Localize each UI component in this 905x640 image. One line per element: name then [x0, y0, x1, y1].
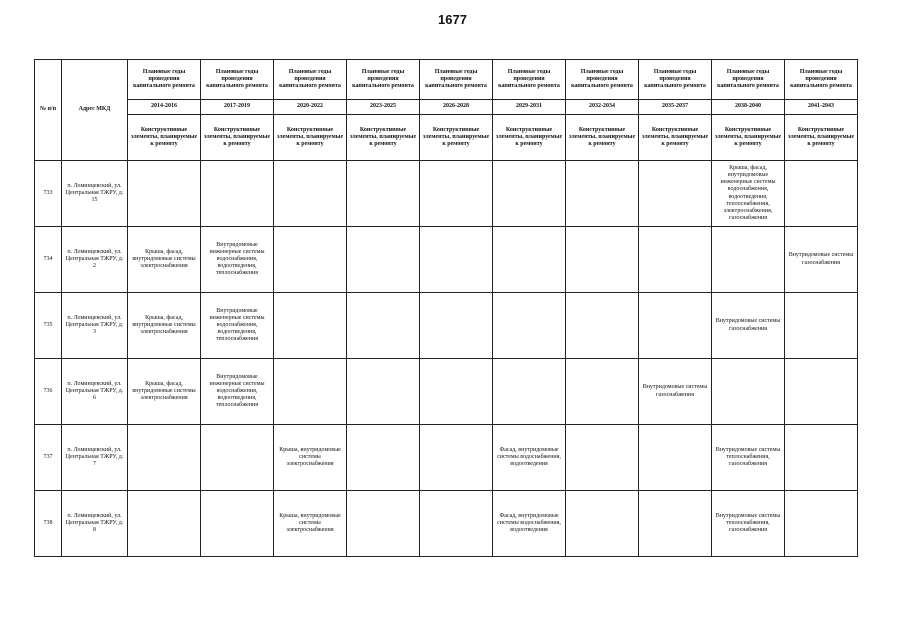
period-subtitle: Конструктивные элементы, планируемые к ремонту [347, 115, 420, 161]
period-years: 2029-2031 [493, 100, 566, 115]
row-address: п. Ломинцевский, ул. Центральная ТЖРУ, д. 2 [62, 227, 128, 293]
repair-cell [420, 425, 493, 491]
repair-cell: Внутридомовые системы газоснабжения [639, 359, 712, 425]
period-years: 2020-2022 [274, 100, 347, 115]
repair-cell [347, 161, 420, 227]
repair-cell [274, 161, 347, 227]
repair-cell [347, 425, 420, 491]
repair-cell [128, 491, 201, 557]
repair-cell [128, 425, 201, 491]
repair-cell: Внутридомовые инженерные системы водоснабжения, водоотведения, теплоснабжения [201, 359, 274, 425]
table-row [35, 293, 858, 359]
repair-cell [347, 359, 420, 425]
repair-cell: Внутридомовые системы теплоснабжения, газоснабжения [712, 425, 785, 491]
repair-cell [712, 227, 785, 293]
repair-cell [493, 161, 566, 227]
repair-cell: Внутридомовые системы газоснабжения [785, 227, 858, 293]
repair-cell [128, 161, 201, 227]
repair-cell [785, 359, 858, 425]
repair-cell: Крыша, фасад, внутридомовые системы электроснабжения [128, 359, 201, 425]
repair-cell [347, 293, 420, 359]
repair-cell [493, 293, 566, 359]
row-address: п. Ломинцевский, ул. Центральная ТЖРУ, д. 6 [62, 359, 128, 425]
period-title: Плановые годы проведения капитального ремонта [420, 60, 493, 100]
repair-cell [201, 161, 274, 227]
period-years: 2032-2034 [566, 100, 639, 115]
repair-cell [566, 491, 639, 557]
row-number: 735 [35, 293, 62, 359]
repair-cell [201, 425, 274, 491]
repair-cell [639, 425, 712, 491]
repair-cell [566, 359, 639, 425]
period-subtitle: Конструктивные элементы, планируемые к ремонту [712, 115, 785, 161]
period-title: Плановые годы проведения капитального ремонта [274, 60, 347, 100]
capital-repair-table [34, 59, 858, 557]
period-title: Плановые годы проведения капитального ремонта [347, 60, 420, 100]
period-title: Плановые годы проведения капитального ремонта [493, 60, 566, 100]
repair-cell [274, 293, 347, 359]
repair-cell: Фасад, внутридомовые системы водоснабжения, водоотведения [493, 425, 566, 491]
period-subtitle: Конструктивные элементы, планируемые к ремонту [785, 115, 858, 161]
repair-cell [420, 359, 493, 425]
repair-cell [420, 293, 493, 359]
header-row-title [35, 60, 858, 100]
repair-cell: Крыша, фасад, внутридомовые системы электроснабжения [128, 227, 201, 293]
period-title: Плановые годы проведения капитального ремонта [712, 60, 785, 100]
repair-cell [566, 425, 639, 491]
period-years: 2014-2016 [128, 100, 201, 115]
repair-cell: Внутридомовые системы газоснабжения [712, 293, 785, 359]
repair-cell [274, 227, 347, 293]
period-years: 2023-2025 [347, 100, 420, 115]
row-number: 736 [35, 359, 62, 425]
table-row [35, 425, 858, 491]
repair-cell [201, 491, 274, 557]
period-subtitle: Конструктивные элементы, планируемые к ремонту [128, 115, 201, 161]
repair-cell [712, 359, 785, 425]
period-years: 2017-2019 [201, 100, 274, 115]
repair-cell [566, 293, 639, 359]
period-subtitle: Конструктивные элементы, планируемые к ремонту [639, 115, 712, 161]
period-years: 2041-2043 [785, 100, 858, 115]
header-row-subtitle [35, 115, 858, 161]
repair-cell [347, 491, 420, 557]
row-address: п. Ломинцевский, ул. Центральная ТЖРУ, д. 15 [62, 161, 128, 227]
repair-cell [785, 425, 858, 491]
repair-cell [420, 161, 493, 227]
row-number: 733 [35, 161, 62, 227]
repair-cell [566, 161, 639, 227]
table-row [35, 227, 858, 293]
row-number: 737 [35, 425, 62, 491]
repair-cell [274, 359, 347, 425]
period-years: 2026-2028 [420, 100, 493, 115]
period-title: Плановые годы проведения капитального ремонта [566, 60, 639, 100]
page-number: 1677 [438, 12, 467, 27]
repair-cell [785, 161, 858, 227]
repair-cell: Крыша, фасад, внутридомовые системы электроснабжения [128, 293, 201, 359]
header-row-years [35, 100, 858, 115]
period-title: Плановые годы проведения капитального ремонта [201, 60, 274, 100]
period-years: 2038-2040 [712, 100, 785, 115]
repair-cell [639, 491, 712, 557]
period-title: Плановые годы проведения капитального ремонта [785, 60, 858, 100]
table-row [35, 359, 858, 425]
row-address: п. Ломинцевский, ул. Центральная ТЖРУ, д. 8 [62, 491, 128, 557]
num-header: № п/п [35, 60, 62, 161]
period-subtitle: Конструктивные элементы, планируемые к ремонту [274, 115, 347, 161]
period-title: Плановые годы проведения капитального ремонта [639, 60, 712, 100]
repair-cell: Фасад, внутридомовые системы водоснабжения, водоотведения [493, 491, 566, 557]
repair-cell [639, 227, 712, 293]
row-number: 734 [35, 227, 62, 293]
address-header: Адрес МКД [62, 60, 128, 161]
row-address: п. Ломинцевский, ул. Центральная ТЖРУ, д. 3 [62, 293, 128, 359]
repair-cell: Крыша, фасад, внутридомовые инженерные системы водоснабжения, водоотведения, теплоснабжения, электроснабжения, газоснабжения [712, 161, 785, 227]
repair-cell [347, 227, 420, 293]
repair-cell: Крыша, внутридомовые системы электроснабжения [274, 491, 347, 557]
repair-cell: Крыша, внутридомовые системы электроснабжения [274, 425, 347, 491]
repair-cell [493, 359, 566, 425]
period-title: Плановые годы проведения капитального ремонта [128, 60, 201, 100]
period-subtitle: Конструктивные элементы, планируемые к ремонту [201, 115, 274, 161]
repair-cell: Внутридомовые инженерные системы водоснабжения, водоотведения, теплоснабжения [201, 293, 274, 359]
repair-cell: Внутридомовые инженерные системы водоснабжения, водоотведения, теплоснабжения [201, 227, 274, 293]
repair-cell [639, 293, 712, 359]
repair-cell: Внутридомовые системы теплоснабжения, газоснабжения [712, 491, 785, 557]
repair-cell [566, 227, 639, 293]
period-subtitle: Конструктивные элементы, планируемые к ремонту [420, 115, 493, 161]
repair-cell [493, 227, 566, 293]
repair-cell [420, 491, 493, 557]
row-number: 738 [35, 491, 62, 557]
period-subtitle: Конструктивные элементы, планируемые к ремонту [566, 115, 639, 161]
period-years: 2035-2037 [639, 100, 712, 115]
row-address: п. Ломинцевский, ул. Центральная ТЖРУ, д. 7 [62, 425, 128, 491]
repair-cell [420, 227, 493, 293]
table-row [35, 491, 858, 557]
table-row [35, 161, 858, 227]
repair-cell [639, 161, 712, 227]
repair-cell [785, 293, 858, 359]
period-subtitle: Конструктивные элементы, планируемые к ремонту [493, 115, 566, 161]
repair-cell [785, 491, 858, 557]
